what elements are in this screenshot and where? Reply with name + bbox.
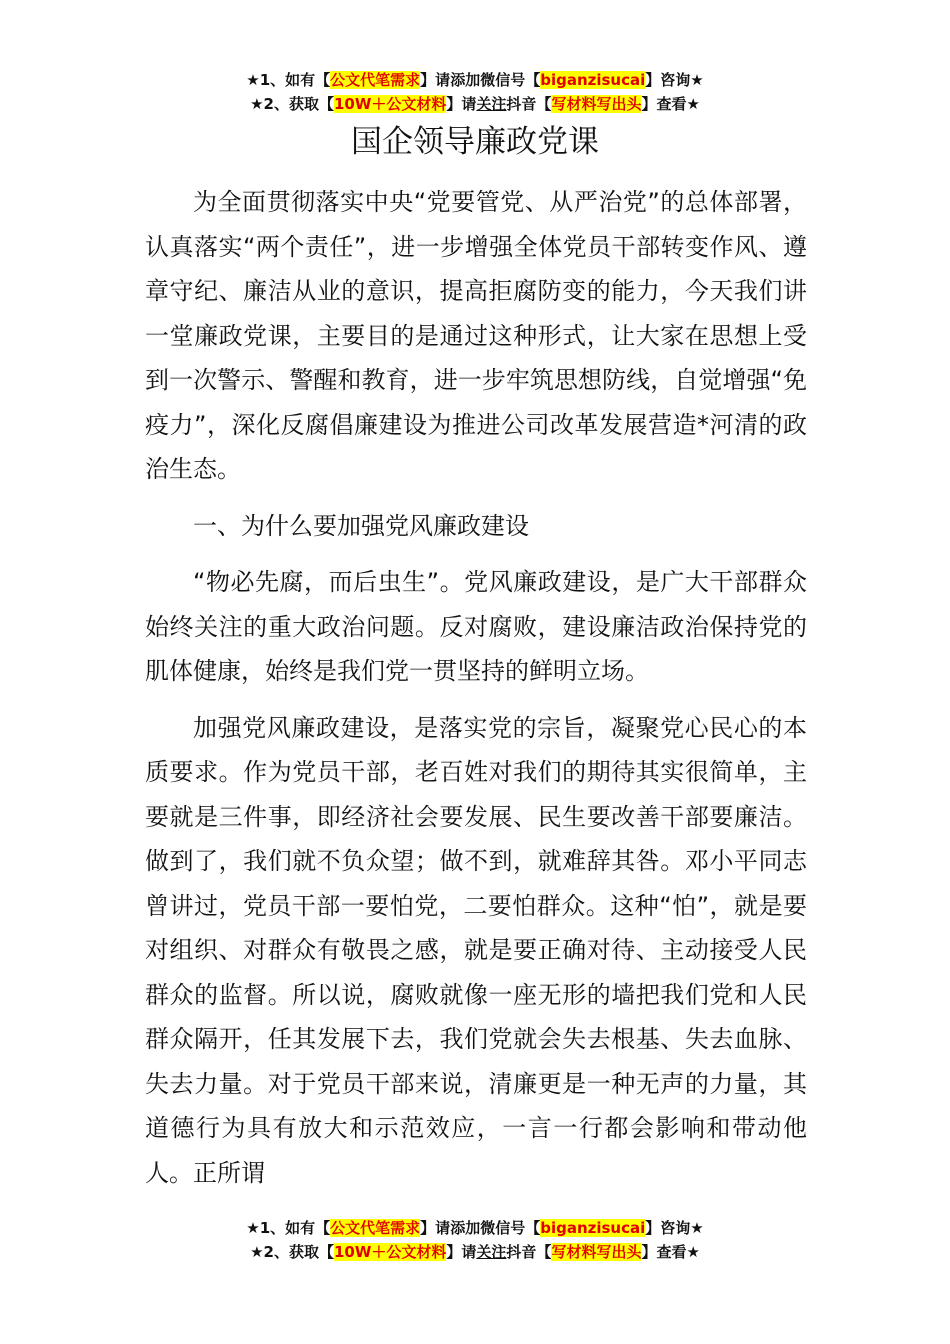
banner-highlight: 10W＋公文材料 [333,1243,447,1261]
document-body [145,180,807,1207]
banner-text: ★2、获取【 [250,1243,334,1261]
banner-emphasis: 添加 [450,1219,481,1237]
banner-highlight: biganzisucai [540,1219,646,1237]
banner-text: ★1、如有【 [246,71,331,89]
section-heading: 一、为什么要加强党风廉政建设 [193,511,529,540]
banner-text: 微信号【 [480,71,541,89]
banner-highlight: 写材料写出头 [551,95,642,113]
banner-emphasis: 添加 [450,71,481,89]
banner-text: 】请 [446,95,477,113]
banner-text: 】查看★ [641,95,700,113]
banner-text: 微信号【 [480,1219,541,1237]
banner-highlight: biganzisucai [540,71,646,89]
banner-highlight: 公文代笔需求 [330,1219,421,1237]
banner-text: 】咨询★ [645,71,704,89]
banner-emphasis: 关注 [476,95,507,113]
banner-text: 抖音【 [506,95,552,113]
banner-line-2 [0,1240,950,1264]
banner-line-1 [0,68,950,92]
banner-highlight: 10W＋公文材料 [333,95,447,113]
footer-banner [0,1216,950,1264]
paragraph: “物必先腐，而后虫生”。党风廉政建设，是广大干部群众始终关注的重大政治问题。反对腐败，建设廉洁政治保持党的肌体健康，始终是我们党一贯坚持的鲜明立场。 [145,568,807,685]
banner-line-2 [0,92,950,116]
banner-line-1 [0,1216,950,1240]
header-banner [0,68,950,116]
banner-text: 】请 [446,1243,477,1261]
banner-text: 】请 [420,1219,451,1237]
banner-text: 抖音【 [506,1243,552,1261]
banner-text: 】咨询★ [645,1219,704,1237]
banner-text: 】请 [420,71,451,89]
paragraph: 为全面贯彻落实中央“党要管党、从严治党”的总体部署，认真落实“两个责任”，进一步增强全体党员干部转变作风、遵章守纪、廉洁从业的意识，提高拒腐防变的能力，今天我们讲一堂廉政党课，主要目的是通过这种形式，让大家在思想上受到一次警示、警醒和教育，进一步牢筑思想防线，自觉增强“免疫力”，深化反腐倡廉建设为推进公司改革发展营造*河清的政治生态。 [145,188,807,483]
banner-text: 】查看★ [641,1243,700,1261]
paragraph: 加强党风廉政建设，是落实党的宗旨，凝聚党心民心的本质要求。作为党员干部，老百姓对我们的期待其实很简单，主要就是三件事，即经济社会要发展、民生要改善干部要廉洁。做到了，我们就不负众望；做不到，就难辞其咎。邓小平同志曾讲过，党员干部一要怕党，二要怕群众。这种“怕”，就是要对组织、对群众有敬畏之感，就是要正确对待、主动接受人民群众的监督。所以说，腐败就像一座无形的墙把我们党和人民群众隔开，任其发展下去，我们党就会失去根基、失去血脉、失去力量。对于党员干部来说，清廉更是一种无声的力量，其道德行为具有放大和示范效应，一言一行都会影响和带动他人。正所谓 [145,713,807,1187]
banner-text: ★1、如有【 [246,1219,331,1237]
banner-emphasis: 关注 [476,1243,507,1261]
banner-text: ★2、获取【 [250,95,334,113]
banner-highlight: 写材料写出头 [551,1243,642,1261]
banner-highlight: 公文代笔需求 [330,71,421,89]
document-title: 国企领导廉政党课 [351,124,599,160]
